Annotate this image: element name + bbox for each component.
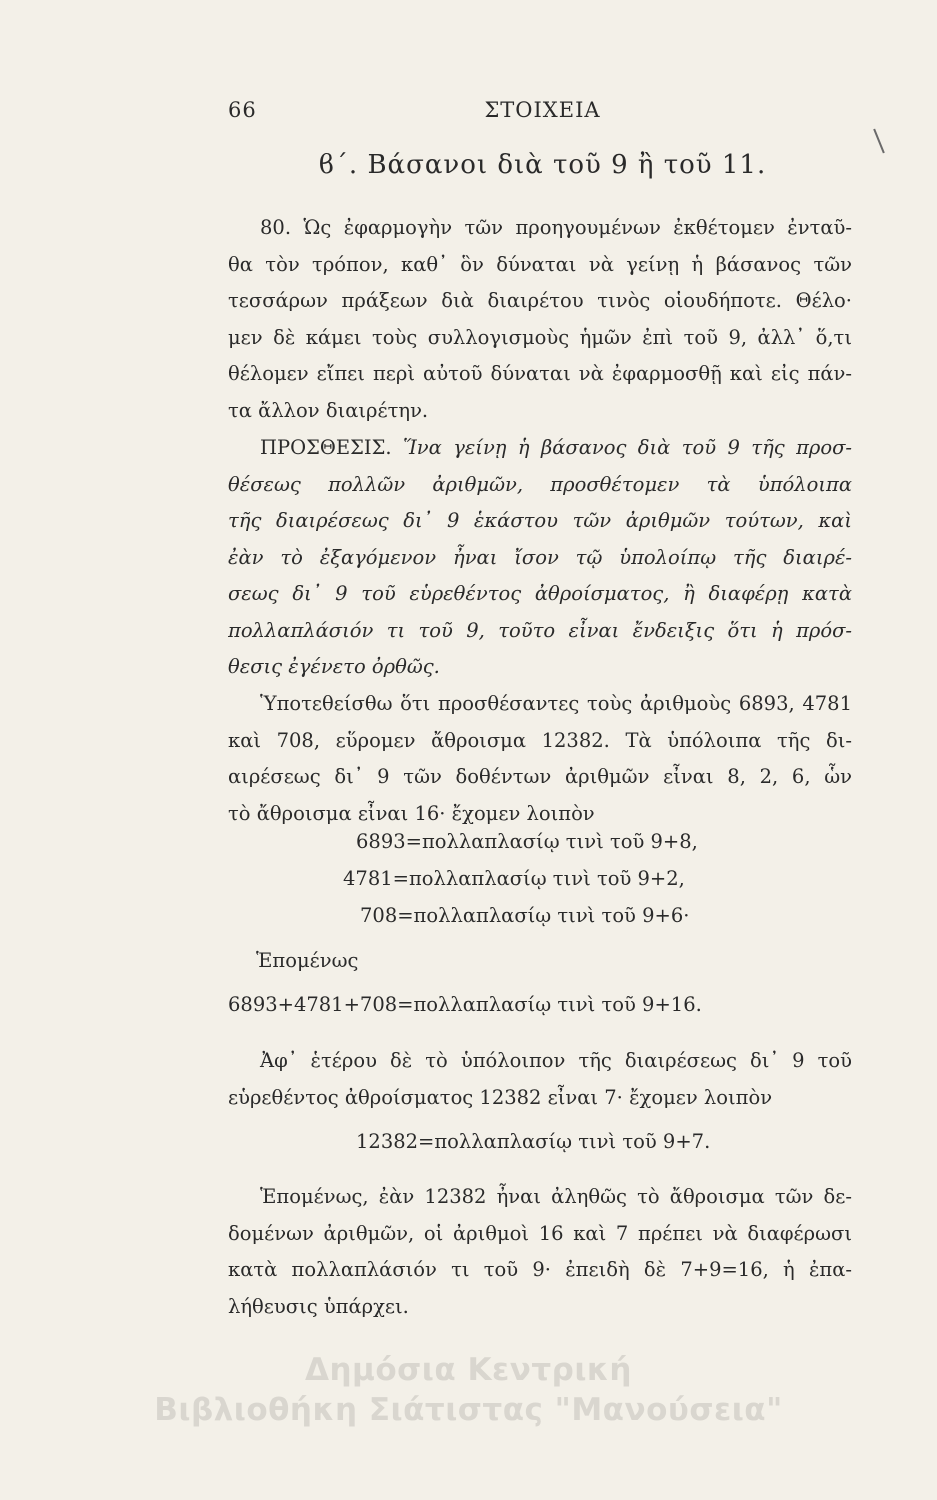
text-line: μεν δὲ κάμει τοὺς συλλογισμοὺς ἡμῶν ἐπὶ τοῦ 9, ἀλλ᾽ ὅ,τι xyxy=(228,325,852,349)
text-line: τῆς διαιρέσεως δι᾽ 9 ἑκάστου τῶν ἀριθμῶν τούτων, καὶ xyxy=(228,509,852,532)
text-line xyxy=(228,430,852,467)
text-line: Ἑπομένως, ἐὰν 12382 ἦναι ἀληθῶς τὸ ἄθροισμα τῶν δε- xyxy=(260,1185,852,1208)
text-line: τεσσάρων πράξεων διὰ διαιρέτου τινὸς οἱουδήποτε. Θέλο· xyxy=(228,289,852,312)
equation-708: 708=πολλαπλασίῳ τινὶ τοῦ 9+6· xyxy=(360,904,690,927)
text-line: θεσις ἐγένετο ὀρθῶς. xyxy=(228,655,440,678)
text-line: καὶ 708, εὕρομεν ἄθροισμα 12382. Τὰ ὑπόλοιπα τῆς δι- xyxy=(228,728,852,752)
prosthesis-rule xyxy=(228,430,852,686)
prosthesis-rule-start: Ἵνα γείνῃ ἡ βάσανος διὰ τοῦ 9 τῆς προσ- xyxy=(403,436,852,459)
section-title: ϐ΄. Βάσανοι διὰ τοῦ 9 ἢ τοῦ 11. xyxy=(318,150,767,180)
text-line: δομένων ἀριθμῶν, οἱ ἀριθμοὶ 16 καὶ 7 πρέπει νὰ διαφέρωσι xyxy=(228,1221,852,1245)
equation-4781: 4781=πολλαπλασίῳ τινὶ τοῦ 9+2, xyxy=(343,867,685,890)
text-line: σεως δι᾽ 9 τοῦ εὑρεθέντος ἀθροίσματος, ἢ διαφέρῃ κατὰ xyxy=(228,582,852,605)
text-line: κατὰ πολλαπλάσιόν τι τοῦ 9· ἐπειδὴ δὲ 7+9=16, ἡ ἐπα- xyxy=(228,1258,852,1281)
text-line: τὸ ἄθροισμα εἶναι 16· ἔχομεν λοιπὸν xyxy=(228,801,595,825)
page-number: 66 xyxy=(228,98,257,122)
text-line: θα τὸν τρόπον, καθ᾽ ὃν δύναται νὰ γείνῃ ἡ βάσανος τῶν xyxy=(228,252,852,276)
text-line: θέσεως πολλῶν ἀριθμῶν, προσθέτομεν τὰ ὑπόλοιπα xyxy=(228,472,852,496)
prosthesis-label: ΠΡΟΣΘΕΣΙΣ. xyxy=(260,436,392,459)
running-title: ΣΤΟΙΧΕΙΑ xyxy=(484,98,601,122)
conclusion-paragraph xyxy=(228,1179,852,1325)
text-line: λήθευσις ὑπάρχει. xyxy=(228,1294,409,1318)
library-watermark-line-2: Βιβλιοθήκη Σιάτιστας "Μανούσεια" xyxy=(154,1392,783,1428)
stray-ink-mark xyxy=(873,129,885,154)
equation-12382: 12382=πολλαπλασίῳ τινὶ τοῦ 9+7. xyxy=(356,1130,711,1153)
equation-6893: 6893=πολλαπλασίῳ τινὶ τοῦ 9+8, xyxy=(356,830,698,853)
sum-equation: 6893+4781+708=πολλαπλασίῳ τινὶ τοῦ 9+16. xyxy=(228,993,702,1016)
text-line: θέλομεν εἴπει περὶ αὐτοῦ δύναται νὰ ἐφαρμοσθῇ καὶ εἰς πάν- xyxy=(228,362,852,385)
text-line: εὑρεθέντος ἀθροίσματος 12382 εἶναι 7· ἔχομεν λοιπὸν xyxy=(228,1085,773,1109)
paragraph-80 xyxy=(228,210,852,429)
page-header xyxy=(228,98,857,132)
text-line: ἐὰν τὸ ἐξαγόμενον ἦναι ἴσον τῷ ὑπολοίπῳ τῆς διαιρέ- xyxy=(228,545,852,569)
therefore-label: Ἑπομένως xyxy=(256,949,359,972)
text-line: Ὑποτεθείσθω ὅτι προσθέσαντες τοὺς ἀριθμοὺς 6893, 4781 xyxy=(260,692,852,715)
example-paragraph xyxy=(228,686,852,832)
text-line: τα ἄλλον διαιρέτην. xyxy=(228,398,429,422)
text-line: αιρέσεως δι᾽ 9 τῶν δοθέντων ἀριθμῶν εἶναι 8, 2, 6, ὧν xyxy=(228,765,852,788)
text-line: πολλαπλάσιόν τι τοῦ 9, τοῦτο εἶναι ἔνδειξις ὅτι ἡ πρόσ- xyxy=(228,618,852,642)
text-line: Ἀφ᾽ ἑτέρου δὲ τὸ ὑπόλοιπον τῆς διαιρέσεως δι᾽ 9 τοῦ xyxy=(260,1049,852,1072)
other-hand-paragraph xyxy=(228,1043,852,1116)
text-line: 80. Ὡς ἐφαρμογὴν τῶν προηγουμένων ἐκθέτομεν ἐνταῦ- xyxy=(260,216,852,239)
library-watermark-line-1: Δημόσια Κεντρική xyxy=(304,1352,633,1388)
